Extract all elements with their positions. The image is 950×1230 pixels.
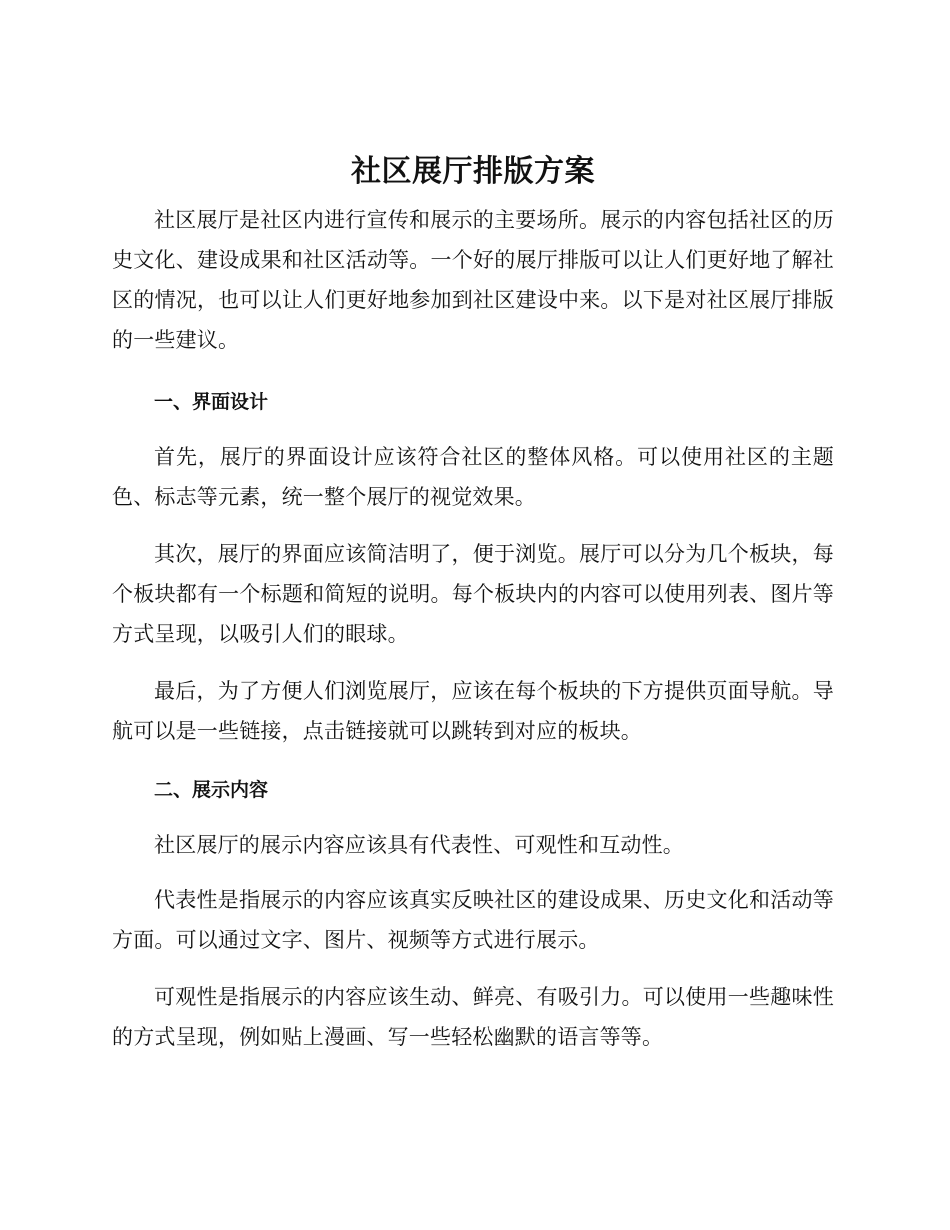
section-heading-display-content: 二、展示内容 (154, 779, 269, 801)
document-title: 社区展厅排版方案 (351, 154, 595, 189)
paragraph-content-1: 社区展厅的展示内容应该具有代表性、可观性和互动性。 (154, 833, 684, 857)
intro-paragraph: 社区展厅是社区内进行宣传和展示的主要场所。展示的内容包括社区的历史文化、建设成果和社区活动等。一个好的展厅排版可以让人们更好地了解社区的情况，也可以让人们更好地参加到社区建设中来。以下是对社区展厅排版的一些建议。 (112, 208, 834, 352)
paragraph-content-3: 可观性是指展示的内容应该生动、鲜亮、有吸引力。可以使用一些趣味性的方式呈现，例如贴上漫画、写一些轻松幽默的语言等等。 (112, 985, 834, 1049)
paragraph-interface-2: 其次，展厅的界面应该简洁明了，便于浏览。展厅可以分为几个板块，每个板块都有一个标题和简短的说明。每个板块内的内容可以使用列表、图片等方式呈现，以吸引人们的眼球。 (112, 542, 834, 646)
paragraph-interface-3: 最后，为了方便人们浏览展厅，应该在每个板块的下方提供页面导航。导航可以是一些链接，点击链接就可以跳转到对应的板块。 (112, 679, 834, 743)
paragraph-content-2: 代表性是指展示的内容应该真实反映社区的建设成果、历史文化和活动等方面。可以通过文字、图片、视频等方式进行展示。 (112, 888, 834, 952)
document-page (112, 0, 834, 1230)
section-heading-interface-design: 一、界面设计 (154, 391, 269, 413)
paragraph-interface-1: 首先，展厅的界面设计应该符合社区的整体风格。可以使用社区的主题色、标志等元素，统一整个展厅的视觉效果。 (112, 445, 834, 509)
